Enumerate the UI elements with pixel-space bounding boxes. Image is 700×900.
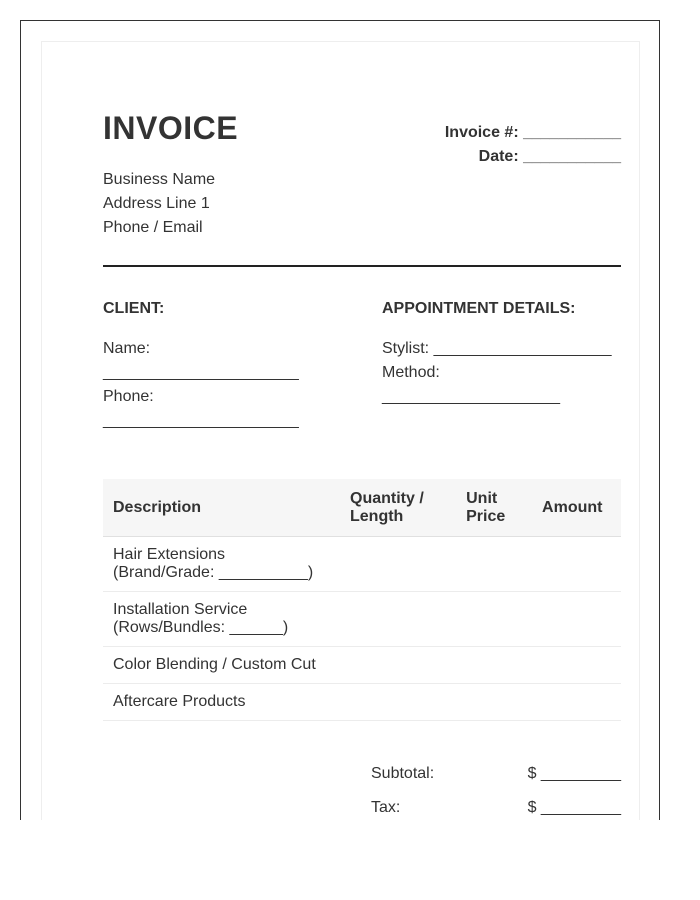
subtotal-label: Subtotal: <box>371 765 435 782</box>
tax-field[interactable]: $ _________ <box>527 799 621 816</box>
row-quantity[interactable] <box>340 684 456 721</box>
stylist-field[interactable]: ____________________ <box>433 340 612 357</box>
subtotal-field[interactable]: $ _________ <box>527 765 621 782</box>
row-description: Aftercare Products <box>103 684 340 721</box>
invoice-number-field[interactable]: ___________ <box>523 124 621 141</box>
row-quantity[interactable] <box>340 647 456 684</box>
line-items <box>103 479 621 721</box>
table-row <box>103 647 621 684</box>
stylist-label: Stylist: <box>382 340 430 357</box>
subtotal-row <box>371 762 621 796</box>
invoice-meta <box>445 121 621 169</box>
row-amount[interactable] <box>532 684 621 721</box>
client-phone-label: Phone: <box>103 388 154 405</box>
row-quantity[interactable] <box>340 537 456 592</box>
row-unit-price[interactable] <box>456 647 532 684</box>
page-frame <box>20 20 660 820</box>
tax-row <box>371 796 621 820</box>
business-name: Business Name <box>103 171 216 188</box>
header-description: Description <box>103 479 340 537</box>
row-description: Color Blending / Custom Cut <box>103 647 340 684</box>
row-amount[interactable] <box>532 537 621 592</box>
table-row <box>103 684 621 721</box>
invoice-date-label: Date: <box>478 148 519 165</box>
client-heading: CLIENT: <box>103 300 165 317</box>
line-items-table <box>103 479 621 721</box>
client-name-field[interactable]: ______________________ <box>103 364 299 381</box>
table-row <box>103 592 621 647</box>
table-row <box>103 537 621 592</box>
totals-section <box>371 762 621 820</box>
client-name-label: Name: <box>103 340 151 357</box>
row-amount[interactable] <box>532 647 621 684</box>
header-quantity: Quantity / Length <box>340 479 456 537</box>
appointment-heading: APPOINTMENT DETAILS: <box>382 300 576 317</box>
business-contact: Phone / Email <box>103 219 203 236</box>
row-unit-price[interactable] <box>456 684 532 721</box>
client-section <box>103 337 343 433</box>
invoice-date-field[interactable]: ___________ <box>523 148 621 165</box>
row-unit-price[interactable] <box>456 592 532 647</box>
business-address: Address Line 1 <box>103 195 210 212</box>
client-phone-field[interactable]: ______________________ <box>103 412 299 429</box>
tax-label: Tax: <box>371 799 401 816</box>
method-label: Method: <box>382 364 440 381</box>
row-description: Hair Extensions (Brand/Grade: __________) <box>103 537 340 592</box>
appointment-section <box>382 337 622 409</box>
row-description: Installation Service (Rows/Bundles: ______) <box>103 592 340 647</box>
invoice-number-row <box>445 121 621 145</box>
table-header-row <box>103 479 621 537</box>
row-quantity[interactable] <box>340 592 456 647</box>
header-divider <box>103 265 621 267</box>
invoice-title: INVOICE <box>103 110 239 146</box>
stylist-row <box>382 337 622 361</box>
invoice-document <box>41 41 640 820</box>
business-info <box>103 168 215 240</box>
row-amount[interactable] <box>532 592 621 647</box>
row-unit-price[interactable] <box>456 537 532 592</box>
method-field[interactable]: ____________________ <box>382 388 560 405</box>
invoice-number-label: Invoice #: <box>444 124 519 141</box>
invoice-date-row <box>445 145 621 169</box>
header-amount: Amount <box>532 479 621 537</box>
header-unit-price: Unit Price <box>456 479 532 537</box>
